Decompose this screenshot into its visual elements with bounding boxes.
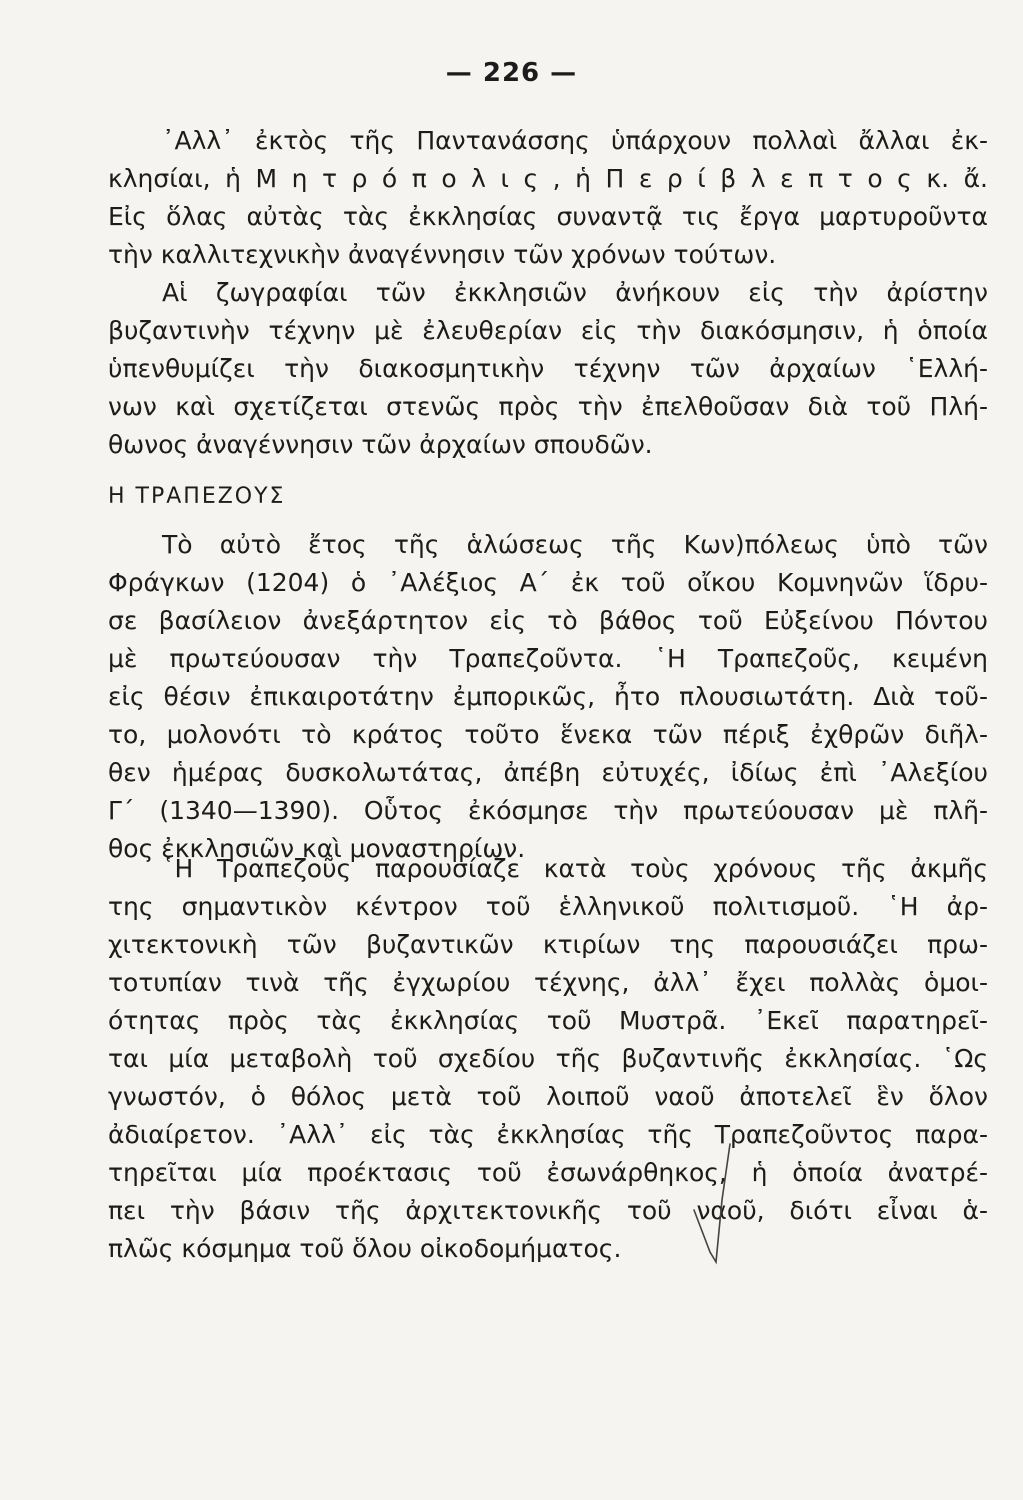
text-line: θος ἐκκλησιῶν καὶ μοναστηρίων. (108, 834, 526, 863)
text-line: βυζαντινὴν τέχνην μὲ ἐλευθερίαν εἰς τὴν διακόσμησιν, ἡ ὁποία (108, 316, 988, 345)
text-line: Εἰς ὅλας αὐτὰς τὰς ἐκκλησίας συναντᾷ τις ἔργα μαρτυροῦντα (108, 202, 988, 231)
text-line: ἀδιαίρετον. ᾿Αλλ᾿ εἰς τὰς ἐκκλησίας τῆς Τραπεζοῦντος παρα- (108, 1120, 988, 1149)
text-line: το, μολονότι τὸ κράτος τοῦτο ἕνεκα τῶν πέριξ ἐχθρῶν διῆλ- (108, 720, 988, 749)
text-line: πλῶς κόσμημα τοῦ ὅλου οἰκοδομήματος. (108, 1234, 622, 1263)
text-line: ῾Η Τραπεζοῦς παρουσίαζε κατὰ τοὺς χρόνους τῆς ἀκμῆς (162, 854, 988, 883)
text-line: ὑπενθυμίζει τὴν διακοσμητικὴν τέχνην τῶν ἀρχαίων ῾Ελλή- (108, 354, 988, 383)
text-line: Τὸ αὐτὸ ἔτος τῆς ἁλώσεως τῆς Κων)πόλεως ὑπὸ τῶν (162, 530, 988, 559)
text-line: τοτυπίαν τινὰ τῆς ἐγχωρίου τέχνης, ἀλλ᾿ ἔχει πολλὰς ὁμοι- (108, 968, 988, 997)
text-line: θωνος ἀναγέννησιν τῶν ἀρχαίων σπουδῶν. (108, 430, 653, 459)
page-number: — 226 — (445, 58, 578, 88)
text-line: της σημαντικὸν κέντρον τοῦ ἑλληνικοῦ πολιτισμοῦ. ῾Η ἀρ- (108, 892, 988, 921)
text-line: Φράγκων (1204) ὁ ᾿Αλέξιος Α΄ ἐκ τοῦ οἴκου Κομνηνῶν ἵδρυ- (108, 568, 988, 597)
text-line: κλησίαι, ἡ Μ η τ ρ ό π ο λ ι ς , ἡ Π ε ρ ί β λ ε π τ ο ς κ. ἄ. (108, 164, 988, 193)
text-line: χιτεκτονικὴ τῶν βυζαντικῶν κτιρίων της παρουσιάζει πρω- (108, 930, 988, 959)
text-line: σε βασίλειον ἀνεξάρτητον εἰς τὸ βάθος τοῦ Εὐξείνου Πόντου (108, 606, 988, 635)
text-line: θεν ἡμέρας δυσκολωτάτας, ἀπέβη εὐτυχές, ἰδίως ἐπὶ ᾿Αλεξίου (108, 758, 988, 787)
text-line: ότητας πρὸς τὰς ἐκκλησίας τοῦ Μυστρᾶ. ᾿Εκεῖ παρατηρεῖ- (108, 1006, 988, 1035)
text-line: ᾿Αλλ᾿ ἐκτὸς τῆς Παντανάσσης ὑπάρχουν πολλαὶ ἄλλαι ἐκ- (162, 126, 988, 155)
text-line: Αἱ ζωγραφίαι τῶν ἐκκλησιῶν ἀνήκουν εἰς τὴν ἀρίστην (162, 278, 988, 307)
pencil-checkmark (692, 1140, 742, 1270)
text-line: μὲ πρωτεύουσαν τὴν Τραπεζοῦντα. ῾Η Τραπεζοῦς, κειμένη (108, 644, 988, 673)
text-line: ται μία μεταβολὴ τοῦ σχεδίου τῆς βυζαντινῆς ἐκκλησίας. ῾Ως (108, 1044, 988, 1073)
section-heading: Η ΤΡΑΠΕΖΟΥΣ (108, 484, 286, 509)
text-line: Γ΄ (1340—1390). Οὗτος ἐκόσμησε τὴν πρωτεύουσαν μὲ πλῆ- (108, 796, 988, 825)
text-line: γνωστόν, ὁ θόλος μετὰ τοῦ λοιποῦ ναοῦ ἀποτελεῖ ἓν ὅλον (108, 1082, 988, 1111)
text-line: τηρεῖται μία προέκτασις τοῦ ἐσωνάρθηκος, ἡ ὁποία ἀνατρέ- (108, 1158, 988, 1187)
text-line: πει τὴν βάσιν τῆς ἀρχιτεκτονικῆς τοῦ ναοῦ, διότι εἶναι ἁ- (108, 1196, 988, 1225)
text-line: τὴν καλλιτεχνικὴν ἀναγέννησιν τῶν χρόνων τούτων. (108, 240, 777, 269)
text-line: εἰς θέσιν ἐπικαιροτάτην ἐμπορικῶς, ἦτο πλουσιωτάτη. Διὰ τοῦ- (108, 682, 988, 711)
text-line: νων καὶ σχετίζεται στενῶς πρὸς τὴν ἐπελθοῦσαν διὰ τοῦ Πλή- (108, 392, 988, 421)
